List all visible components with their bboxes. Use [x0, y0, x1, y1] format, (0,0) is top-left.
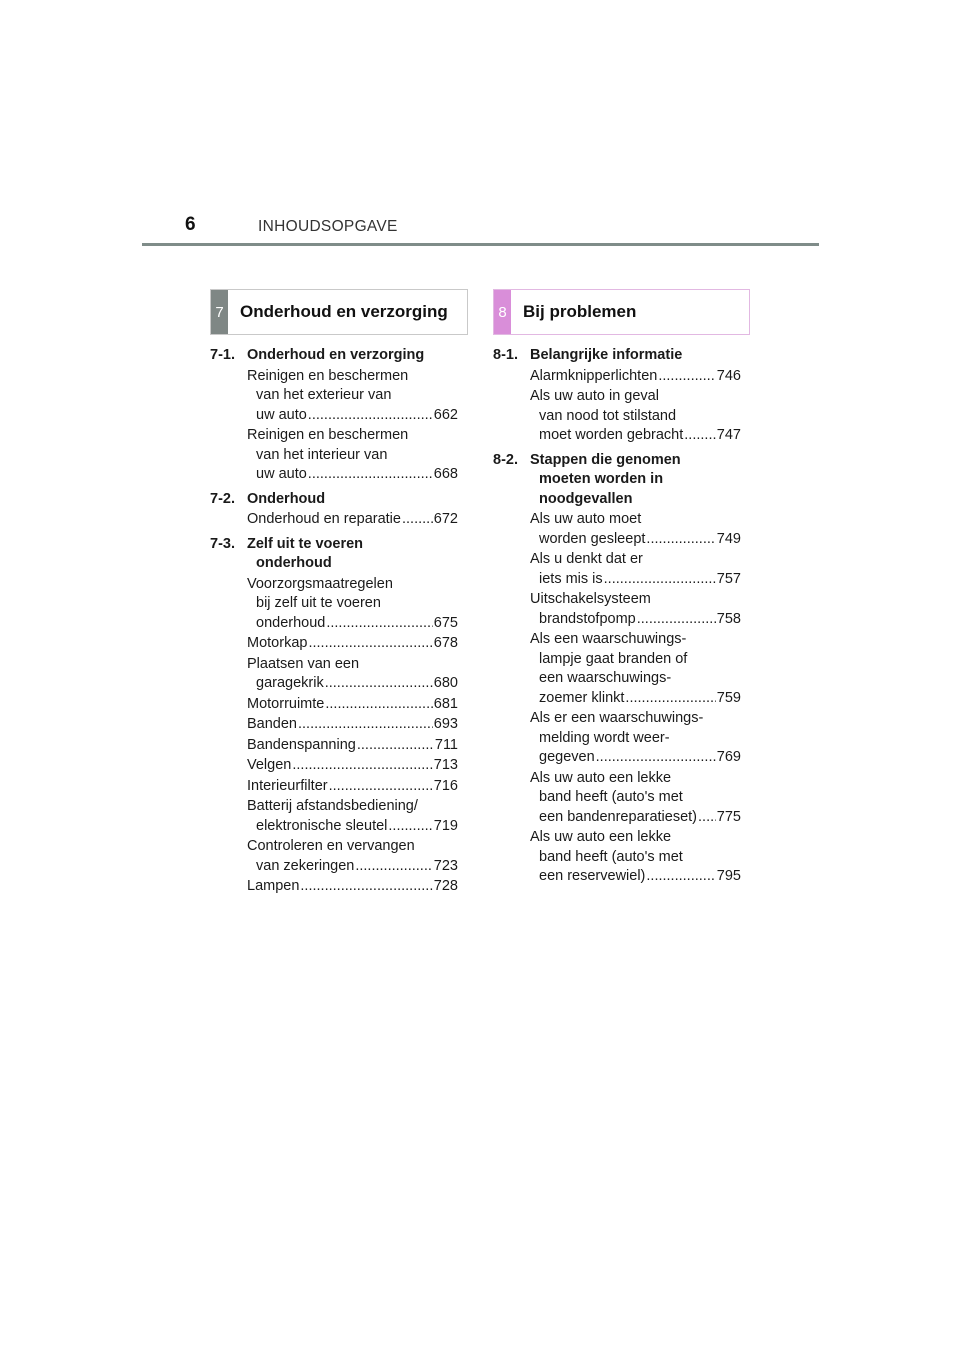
entry-text-line: Reinigen en beschermen [247, 427, 409, 443]
entry-last-line [530, 808, 741, 828]
entry-text-line: bij zelf uit te voeren [256, 595, 381, 611]
entry-page-number: 711 [434, 736, 458, 753]
toc-entry[interactable] [530, 709, 741, 768]
entry-text-line: van zekeringen [256, 857, 355, 874]
toc-entry[interactable] [530, 367, 741, 387]
dot-leader [684, 426, 716, 446]
entry-text-line: garagekrik [256, 675, 324, 691]
chapter-title-line: Onderhoud [247, 490, 326, 507]
entry-text-line: Uitschakelsysteem [530, 591, 651, 607]
chapter-number: 8-2. [493, 451, 518, 468]
dot-leader [604, 570, 716, 590]
entry-text-line: zoemer klinkt [539, 689, 625, 706]
entry-text-line: Als uw auto een lekke [530, 829, 672, 845]
chapter-title-line: moeten worden in [539, 471, 664, 487]
page-number: 6 [185, 214, 196, 235]
entry-page-number: 746 [716, 367, 741, 384]
entry-last-line [247, 817, 458, 837]
entry-text-line: van het interieur van [256, 446, 388, 463]
section-header-7 [210, 289, 468, 335]
entry-text-line: Reinigen en beschermen [247, 367, 409, 384]
entry-text-line: Als er een waarschuwings- [530, 710, 704, 726]
entry-text-line: band heeft (auto's met [539, 848, 683, 865]
dot-leader [325, 674, 433, 694]
dot-leader [388, 817, 432, 837]
entry-text-line: Batterij afstandsbediening/ [247, 798, 418, 814]
dot-leader [298, 715, 433, 735]
dot-leader [646, 530, 715, 550]
toc-chapter [493, 346, 741, 446]
entry-last-line [247, 857, 458, 877]
entry-text-line: een waarschuwings- [539, 670, 672, 686]
chapter-title [247, 346, 458, 366]
entry-last-line [247, 510, 458, 530]
toc-entry[interactable] [247, 777, 458, 797]
entry-text-line: Plaatsen van een [247, 655, 360, 672]
chapter-number: 7-1. [210, 347, 235, 363]
entry-text-line: band heeft (auto's met [539, 789, 683, 805]
entry-text-line: worden gesleept [539, 530, 646, 547]
dot-leader [646, 867, 715, 887]
chapter-number: 8-1. [493, 347, 518, 363]
toc-entry[interactable] [530, 387, 741, 446]
toc-column-section-8 [493, 346, 741, 887]
entry-page-number: 757 [716, 570, 741, 587]
entry-last-line [247, 695, 458, 715]
entry-page-number: 678 [433, 635, 458, 651]
entry-text-line: Onderhoud en reparatie [247, 511, 401, 527]
dot-leader [355, 857, 432, 877]
entry-page-number: 759 [716, 689, 741, 706]
toc-entry[interactable] [247, 736, 458, 756]
dot-leader [357, 736, 434, 756]
entry-text-line: Motorkap [247, 635, 308, 651]
dot-leader [329, 777, 433, 797]
entry-page-number: 728 [433, 878, 458, 894]
dot-leader [300, 877, 432, 897]
entry-last-line [247, 614, 458, 634]
chapter-title-line: Zelf uit te voeren [247, 535, 364, 552]
entry-page-number: 758 [716, 610, 741, 627]
entry-page-number: 672 [433, 511, 458, 527]
toc-chapter [210, 490, 458, 530]
entry-last-line [530, 570, 741, 590]
chapter-number: 7-2. [210, 490, 235, 507]
entry-text-line: Velgen [247, 757, 292, 773]
entry-text-line: Als u denkt dat er [530, 551, 643, 567]
toc-entry[interactable] [247, 575, 458, 634]
entry-text-line: van het exterieur van [256, 387, 392, 403]
entry-text-line: brandstofpomp [539, 610, 636, 627]
entry-text-line: Banden [247, 716, 297, 732]
toc-entry[interactable] [247, 797, 458, 836]
entry-last-line [530, 530, 741, 550]
entry-text-line: lampje gaat branden of [539, 650, 688, 667]
section-title: Onderhoud en verzorging [240, 302, 448, 321]
entry-text-line: uw auto [256, 406, 307, 423]
entry-page-number: 719 [433, 817, 458, 834]
entry-text-line: een bandenreparatieset) [539, 808, 698, 825]
toc-entry[interactable] [247, 510, 458, 530]
entry-text-line: Interieurfilter [247, 777, 328, 794]
section-number-badge: 7 [211, 290, 228, 334]
header-title: INHOUDSOPGAVE [258, 218, 398, 235]
dot-leader [698, 808, 716, 828]
entry-text-line: Lampen [247, 878, 300, 894]
dot-leader [402, 510, 433, 530]
entry-last-line [530, 426, 741, 446]
chapter-title-line: Stappen die genomen [530, 451, 681, 468]
entry-page-number: 713 [433, 757, 458, 773]
entry-page-number: 681 [433, 695, 458, 712]
entry-last-line [530, 867, 741, 887]
page-header [0, 0, 960, 250]
entry-text-line: elektronische sleutel [256, 817, 388, 834]
entry-text-line: Bandenspanning [247, 736, 356, 753]
entry-text-line: gegeven [539, 749, 595, 765]
toc-entry[interactable] [530, 630, 741, 708]
toc-entry[interactable] [247, 837, 458, 876]
entry-last-line [247, 406, 458, 426]
toc-entry[interactable] [247, 877, 458, 897]
entry-text-line: onderhoud [256, 614, 326, 631]
chapter-title-line: onderhoud [256, 555, 332, 571]
dot-leader [637, 610, 716, 630]
entry-page-number: 723 [433, 857, 458, 874]
entry-page-number: 749 [716, 530, 741, 547]
entry-last-line [530, 367, 741, 387]
entry-page-number: 795 [716, 868, 741, 884]
entry-text-line: melding wordt weer- [539, 729, 670, 746]
entry-text-line: Als uw auto een lekke [530, 769, 672, 786]
entry-last-line [247, 674, 458, 694]
toc-entry[interactable] [530, 769, 741, 828]
entry-text-line: Voorzorgsmaatregelen [247, 575, 393, 592]
entry-text-line: Als een waarschuwings- [530, 631, 687, 647]
entry-text-line: Motorruimte [247, 695, 325, 712]
entry-last-line [247, 465, 458, 485]
entry-page-number: 668 [433, 466, 458, 482]
dot-leader [292, 756, 432, 776]
entry-text-line: Als uw auto in geval [530, 388, 659, 404]
dot-leader [308, 634, 432, 654]
entry-text-line: iets mis is [539, 570, 603, 587]
toc-column-section-7 [210, 346, 458, 897]
toc-entry[interactable] [247, 655, 458, 694]
entry-page-number: 662 [433, 406, 458, 423]
entry-last-line [247, 634, 458, 654]
entry-text-line: van nood tot stilstand [539, 407, 677, 424]
entry-last-line [530, 689, 741, 709]
toc-entry[interactable] [247, 634, 458, 654]
chapter-title [530, 451, 741, 510]
entry-text-line: Alarmknipperlichten [530, 367, 658, 384]
entry-last-line [247, 777, 458, 797]
dot-leader [596, 748, 716, 768]
dot-leader [325, 695, 432, 715]
entry-text-line: een reservewiel) [539, 868, 646, 884]
chapter-title-line: Belangrijke informatie [530, 347, 683, 363]
entry-last-line [247, 756, 458, 776]
chapter-title [530, 346, 741, 366]
entry-page-number: 675 [433, 614, 458, 631]
chapter-title-line: noodgevallen [539, 490, 633, 507]
header-divider [142, 243, 819, 246]
entry-last-line [247, 877, 458, 897]
chapter-number: 7-3. [210, 535, 235, 552]
toc-chapter [210, 535, 458, 897]
entry-page-number: 775 [716, 808, 741, 825]
section-header-8 [493, 289, 750, 335]
dot-leader [625, 689, 715, 709]
toc-entry[interactable] [247, 367, 458, 426]
entry-page-number: 769 [716, 749, 741, 765]
entry-page-number: 747 [716, 427, 741, 443]
entry-page-number: 693 [433, 716, 458, 732]
entry-last-line [247, 715, 458, 735]
chapter-title-line: Onderhoud en verzorging [247, 347, 425, 363]
entry-last-line [530, 610, 741, 630]
toc-entry[interactable] [247, 695, 458, 715]
toc-entry[interactable] [530, 828, 741, 887]
entry-last-line [530, 748, 741, 768]
dot-leader [308, 406, 433, 426]
toc-entry[interactable] [247, 426, 458, 485]
toc-entry[interactable] [247, 715, 458, 735]
toc-entry[interactable] [530, 510, 741, 549]
toc-entry[interactable] [530, 590, 741, 629]
toc-entry[interactable] [530, 550, 741, 589]
dot-leader [308, 465, 433, 485]
entry-page-number: 716 [433, 777, 458, 794]
entry-text-line: Als uw auto moet [530, 511, 642, 527]
chapter-title [247, 490, 458, 510]
toc-chapter [210, 346, 458, 485]
section-title: Bij problemen [523, 302, 637, 321]
toc-entry[interactable] [247, 756, 458, 776]
entry-page-number: 680 [433, 675, 458, 691]
entry-text-line: uw auto [256, 466, 307, 482]
toc-chapter [493, 451, 741, 887]
entry-last-line [247, 736, 458, 756]
entry-text-line: moet worden gebracht [539, 427, 684, 443]
section-number-badge: 8 [494, 290, 511, 334]
dot-leader [658, 367, 715, 387]
dot-leader [326, 614, 432, 634]
chapter-title [247, 535, 458, 574]
entry-text-line: Controleren en vervangen [247, 838, 415, 854]
